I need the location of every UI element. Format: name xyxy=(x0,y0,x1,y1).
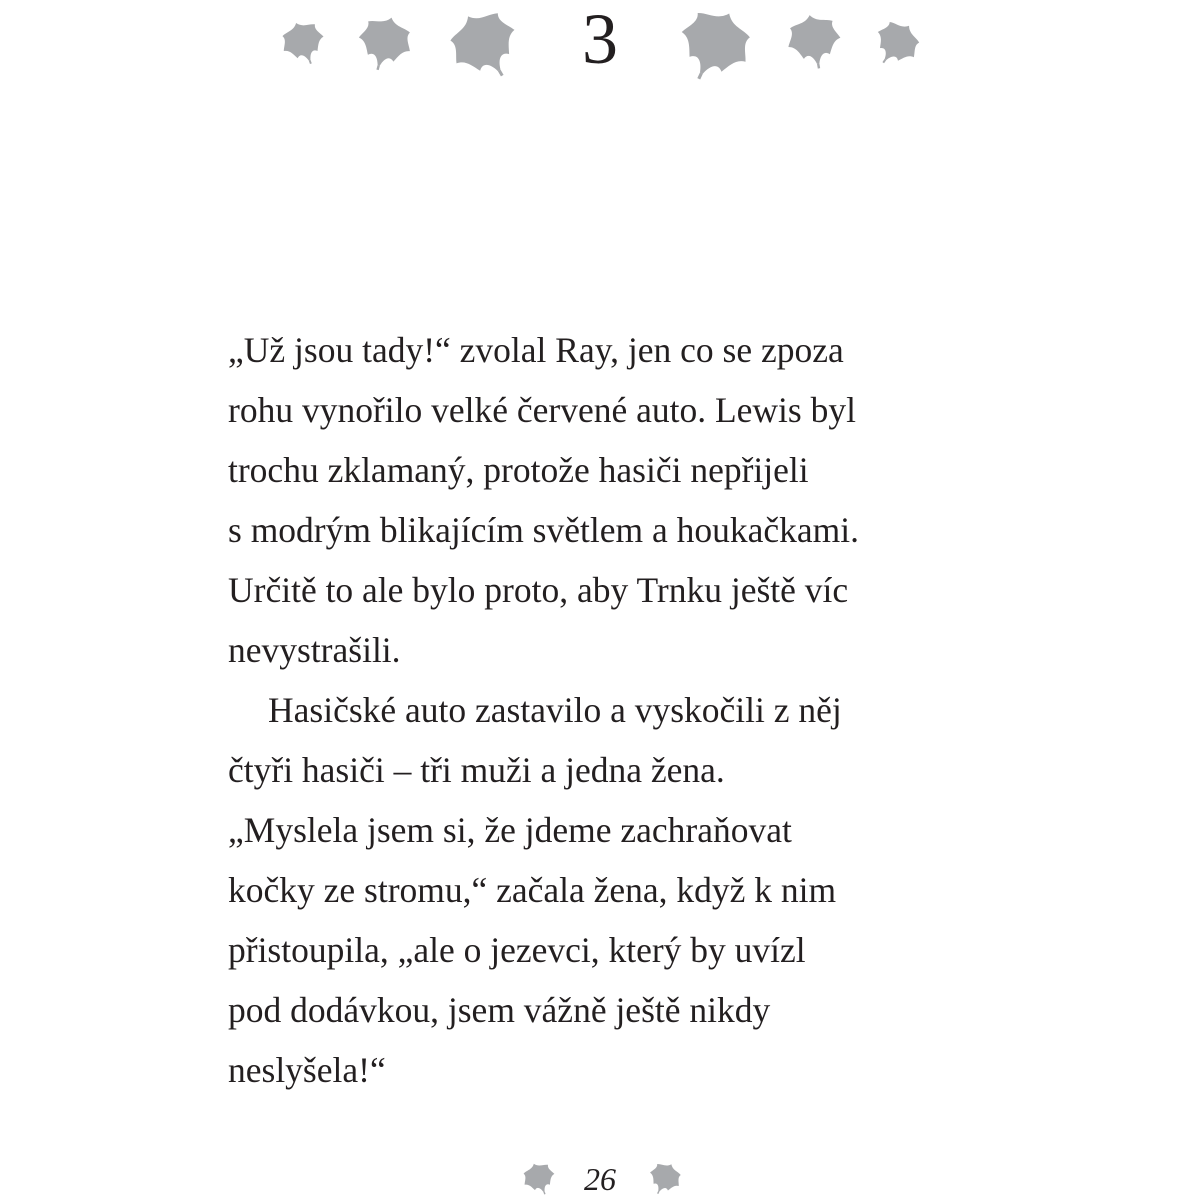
leaf-icon xyxy=(674,4,756,84)
page-number: 26 xyxy=(584,1161,616,1197)
text-line: přistoupila, „ale o jezevci, který by uvízl xyxy=(228,930,806,970)
text-line: neslyšela!“ xyxy=(228,1050,386,1090)
chapter-number: 3 xyxy=(582,0,618,79)
leaf-icon xyxy=(278,18,328,66)
text-line: kočky ze stromu,“ začala žena, když k nim xyxy=(228,870,837,910)
text-line: trochu zklamaný, protože hasiči nepřijeli xyxy=(228,450,809,490)
leaf-icon xyxy=(520,1160,558,1196)
text-line: čtyři hasiči – tři muži a jedna žena. xyxy=(228,750,725,790)
text-line: „Už jsou tady!“ zvolal Ray, jen co se zpoza xyxy=(228,330,844,370)
leaf-icon xyxy=(354,12,416,72)
text-line: nevystrašili. xyxy=(228,630,401,670)
leaf-icon xyxy=(784,10,844,70)
text-line: Určitě to ale bylo proto, aby Trnku ještě víc xyxy=(228,570,849,610)
leaf-icon xyxy=(646,1160,684,1196)
text-line: Hasičské auto zastavilo a vyskočili z něj xyxy=(268,690,842,730)
leaf-icon xyxy=(446,4,522,84)
leaf-icon xyxy=(870,18,924,68)
text-line: „Myslela jsem si, že jdeme zachraňovat xyxy=(228,810,792,850)
text-line: s modrým blikajícím světlem a houkačkami. xyxy=(228,510,859,550)
text-line: pod dodávkou, jsem vážně ještě nikdy xyxy=(228,990,771,1030)
text-line: rohu vynořilo velké červené auto. Lewis byl xyxy=(228,390,856,430)
